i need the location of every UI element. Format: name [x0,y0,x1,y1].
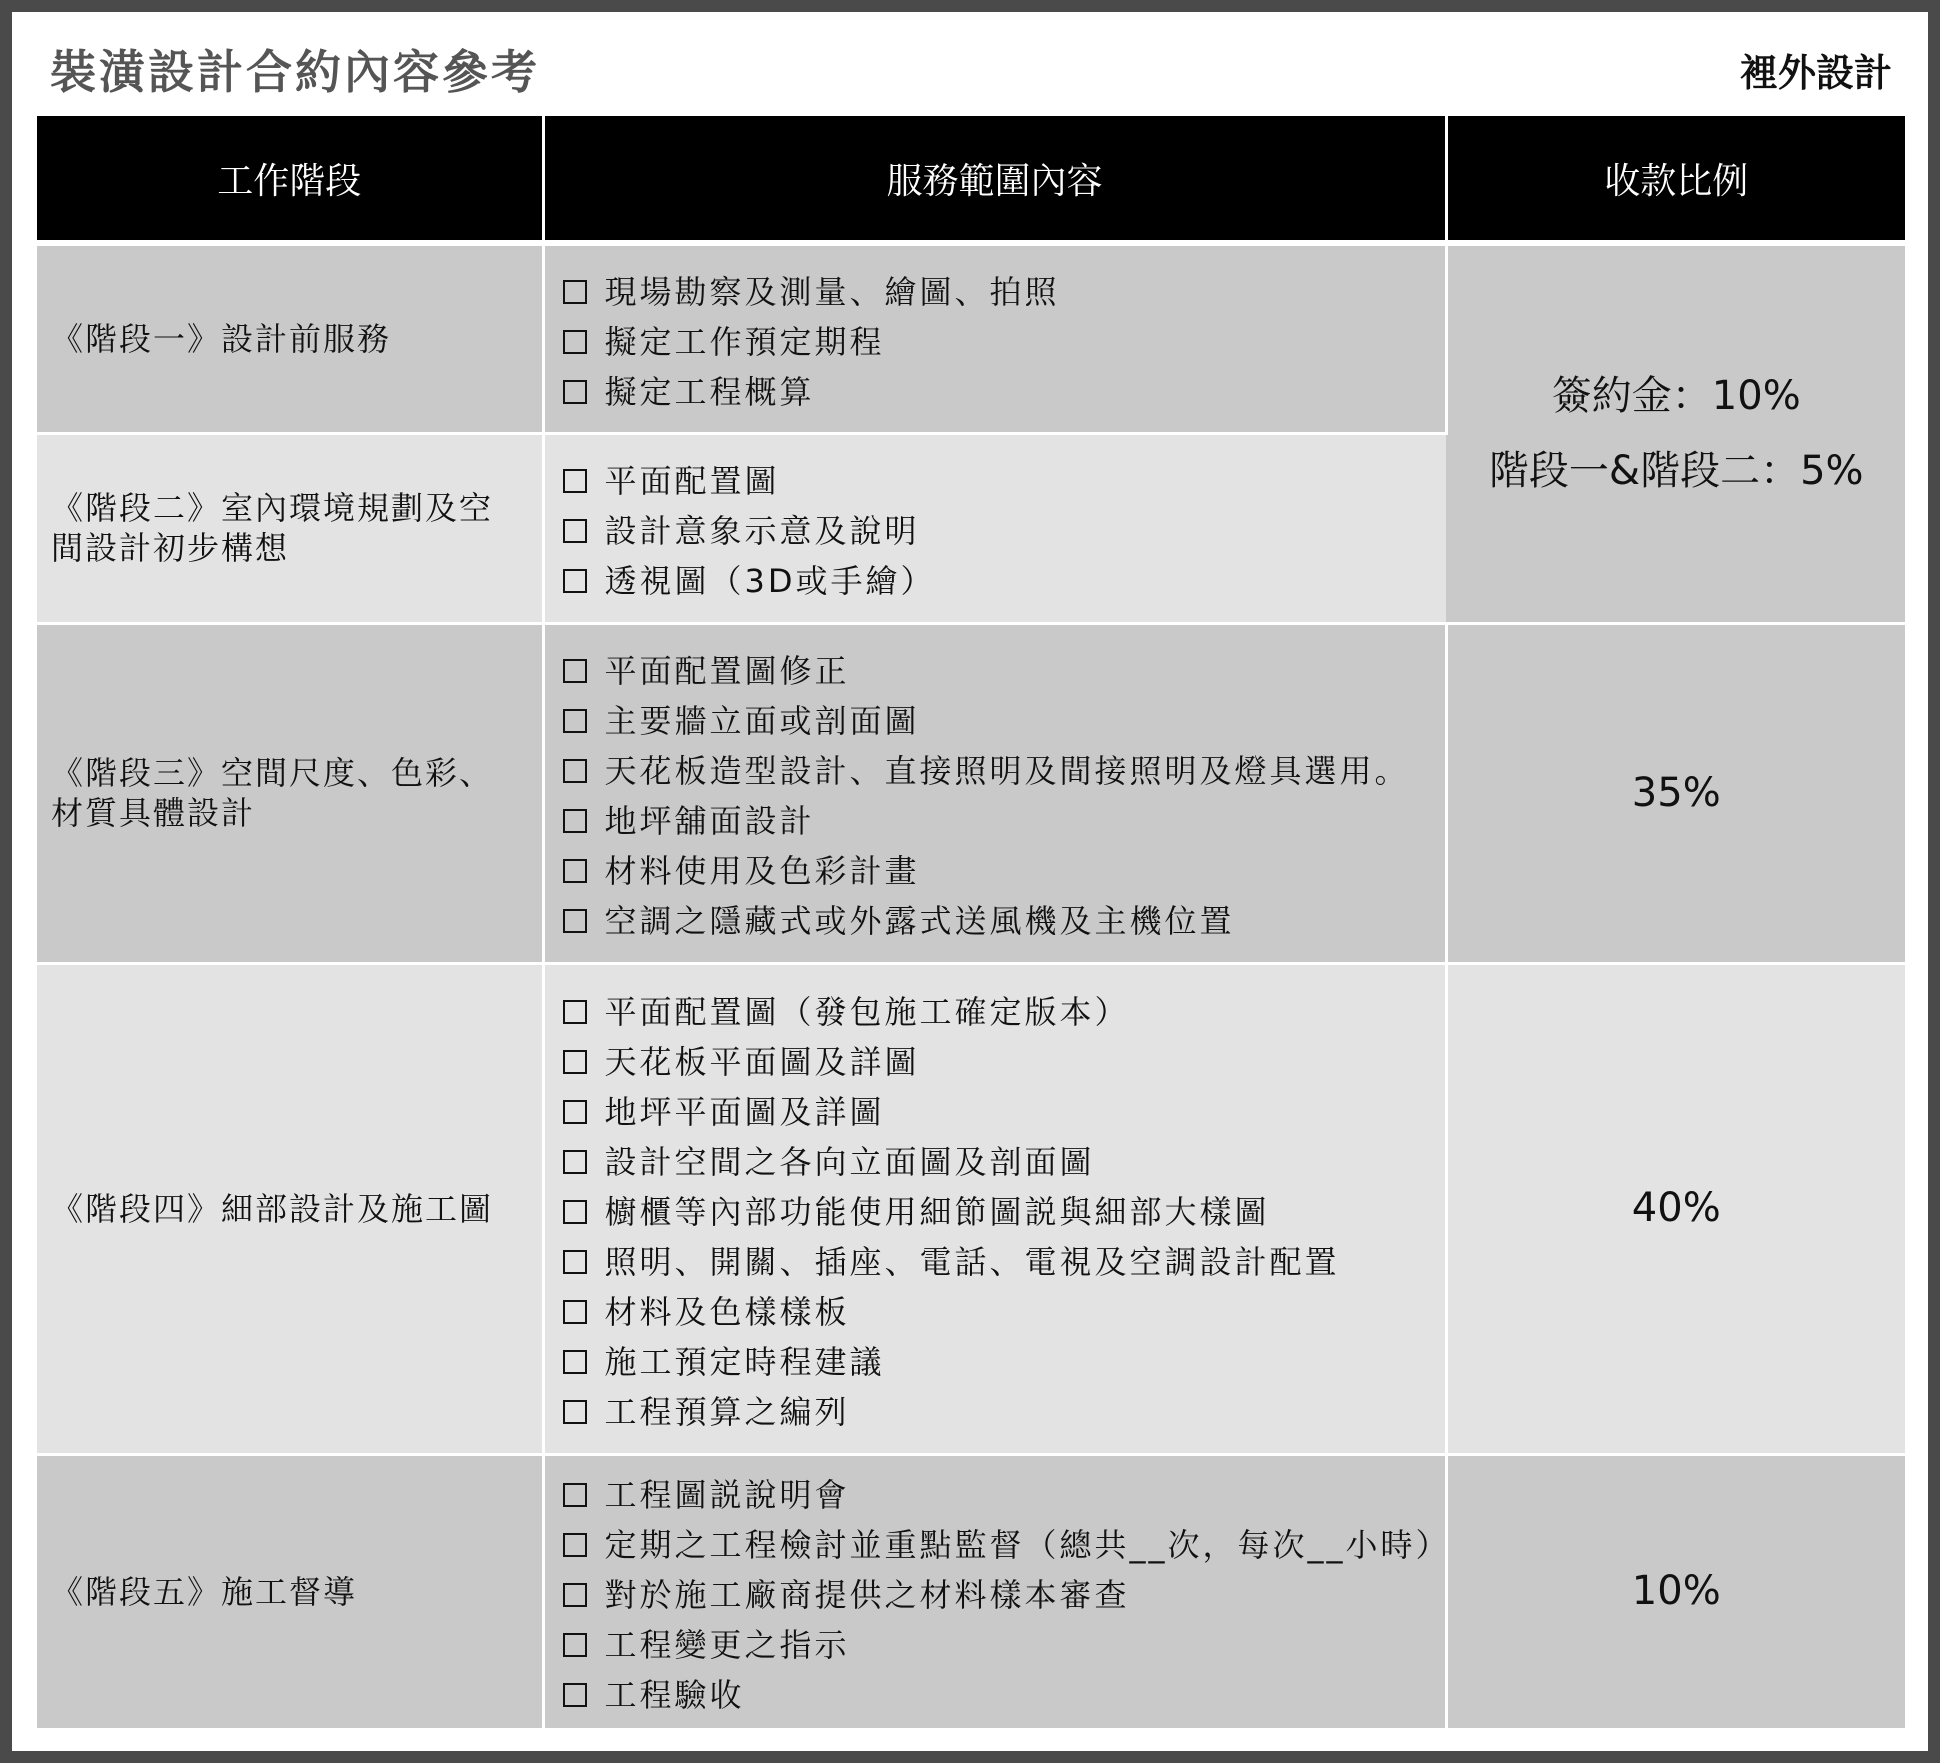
checkbox[interactable] [563,759,587,783]
list-item: 平面配置圖修正 [563,646,1435,696]
checkbox[interactable] [563,569,587,593]
list-item: 工程驗收 [563,1670,1435,1720]
list-item: 擬定工作預定期程 [563,317,1435,367]
checkbox[interactable] [563,1483,587,1507]
checkbox[interactable] [563,809,587,833]
header-scope: 服務範圍內容 [543,116,1446,240]
contract-table [37,116,1905,1731]
stage-name: 《階段一》設計前服務 [37,246,543,433]
checkbox[interactable] [563,469,587,493]
stage-name: 《階段五》施工督導 [37,1454,543,1729]
header-row [37,116,1905,240]
list-item: 材料及色樣樣板 [563,1287,1435,1337]
list-item: 平面配置圖（發包施工確定版本） [563,987,1435,1037]
checkbox[interactable] [563,909,587,933]
table-row [37,246,1905,433]
stage-name: 《階段二》室內環境規劃及空間設計初步構想 [37,433,543,623]
brand-name: 裡外設計 [1739,51,1892,95]
list-item: 照明、開關、插座、電話、電視及空調設計配置 [563,1237,1435,1287]
list-item: 擬定工程概算 [563,367,1435,417]
payment-deposit: 簽約金：10% [1551,372,1801,419]
checkbox[interactable] [563,380,587,404]
list-item: 地坪舖面設計 [563,796,1435,846]
list-item: 設計意象示意及說明 [563,506,1437,556]
document-sheet [12,12,1928,1751]
list-item: 平面配置圖 [563,456,1437,506]
stage-name: 《階段三》空間尺度、色彩、材質具體設計 [37,623,543,963]
list-item: 天花板造型設計、直接照明及間接照明及燈具選用。 [563,746,1435,796]
checkbox[interactable] [563,659,587,683]
list-item: 地坪平面圖及詳圖 [563,1087,1435,1137]
checkbox[interactable] [563,1400,587,1424]
payment-cell: 35% [1446,623,1905,963]
checkbox[interactable] [563,1200,587,1224]
list-item: 設計空間之各向立面圖及剖面圖 [563,1137,1435,1187]
list-item: 工程圖説說明會 [563,1470,1435,1520]
list-item: 施工預定時程建議 [563,1337,1435,1387]
header-payment: 收款比例 [1446,116,1905,240]
payment-cell: 10% [1446,1454,1905,1729]
scope-list [543,246,1446,433]
checkbox[interactable] [563,1683,587,1707]
list-item: 材料使用及色彩計畫 [563,846,1435,896]
checkbox[interactable] [563,1633,587,1657]
list-item: 櫥櫃等內部功能使用細節圖説與細部大樣圖 [563,1187,1435,1237]
checkbox[interactable] [563,1533,587,1557]
checkbox[interactable] [563,709,587,733]
checkbox[interactable] [563,1000,587,1024]
list-item: 工程變更之指示 [563,1620,1435,1670]
header-stage: 工作階段 [37,116,543,240]
list-item: 透視圖（3D或手繪） [563,556,1437,606]
stage-name: 《階段四》細部設計及施工圖 [37,963,543,1454]
list-item: 工程預算之編列 [563,1387,1435,1437]
table-row [37,963,1905,1454]
checkbox[interactable] [563,1350,587,1374]
checkbox[interactable] [563,1250,587,1274]
payment-cell: 40% [1446,963,1905,1454]
list-item: 主要牆立面或剖面圖 [563,696,1435,746]
payment-stage12: 階段一&階段二：5% [1488,447,1864,494]
checkbox[interactable] [563,519,587,543]
scope-list [543,963,1446,1454]
table-row [37,623,1905,963]
table-row [37,1454,1905,1729]
page-title: 裝潢設計合約內容參考 [50,45,540,99]
list-item: 空調之隱藏式或外露式送風機及主機位置 [563,896,1435,946]
checkbox[interactable] [563,859,587,883]
checkbox[interactable] [563,1100,587,1124]
checkbox[interactable] [563,1300,587,1324]
checkbox[interactable] [563,1150,587,1174]
list-item: 天花板平面圖及詳圖 [563,1037,1435,1087]
list-item: 對於施工廠商提供之材料樣本審查 [563,1570,1435,1620]
scope-list [543,1454,1451,1729]
scope-list [543,433,1446,623]
checkbox[interactable] [563,1050,587,1074]
scope-list [543,623,1446,963]
checkbox[interactable] [563,1583,587,1607]
payment-cell [1446,246,1905,623]
checkbox[interactable] [563,280,587,304]
list-item: 現場勘察及測量、繪圖、拍照 [563,267,1435,317]
list-item: 定期之工程檢討並重點監督（總共__次，每次__小時） [563,1520,1435,1570]
checkbox[interactable] [563,330,587,354]
